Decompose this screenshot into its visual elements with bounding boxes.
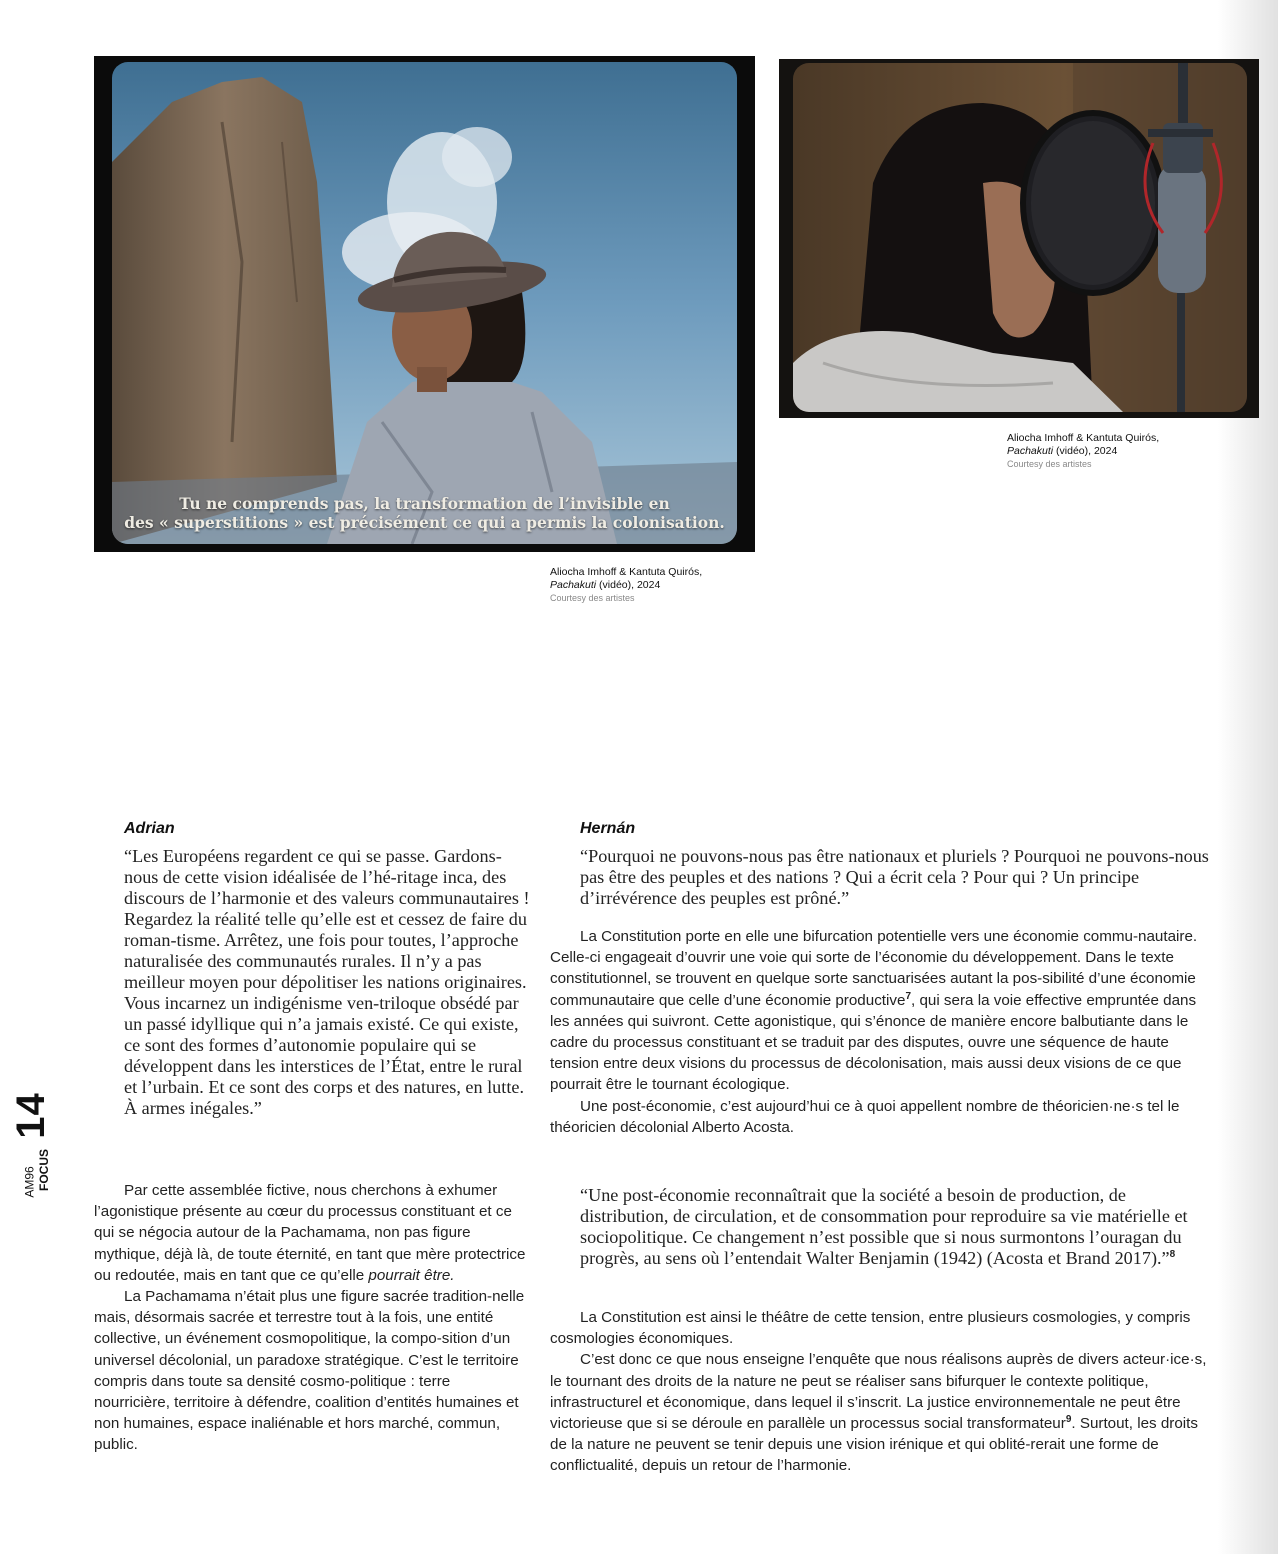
caption-work-title: Pachakuti <box>550 579 597 591</box>
quote-text: “Pourquoi ne pouvons-nous pas être nationaux et pluriels ? Pourquoi ne pouvons-nous pas être des peuples et des nations ? Qui a écrit cela ? Pour qui ? Un principe d’irrévérence des peuples est prôné.” <box>580 846 1209 908</box>
scene-illustration <box>112 62 737 544</box>
film-still-woman-microphone <box>779 59 1259 418</box>
footnote-marker: 7 <box>905 990 911 1002</box>
paragraph: Une post-économie, c’est aujourd’hui ce à quoi appellent nombre de théoricien·ne·s tel le théoricien décolonial Alberto Acosta. <box>550 1097 1180 1136</box>
paragraph: La Pachamama n’était plus une figure sacrée tradition-nelle mais, désormais sacrée et terrestre tout à la fois, une entité collective, un événement cosmopolitique, la compo-sition d’un universel décolonial, un paradoxe stratégique. C’est le territoire compris dans toute sa densité cosmo-politique : terre nourricière, territoire à défendre, coalition d’entités humaines et non humaines, espace inaliénable et hors marché, commun, public. <box>94 1288 525 1454</box>
caption-medium-year: (vidéo), 2024 <box>1053 445 1118 457</box>
caption-credit: Courtesy des artistes <box>550 593 635 603</box>
paragraph-text: . Surtout, les droits de la nature ne peuvent se tenir depuis une vision irénique et qui oblité-rerait une forme de conflictualité, depuis un retour de l’harmonie. <box>550 1415 1198 1475</box>
image-caption-right <box>1007 432 1159 471</box>
caption-credit: Courtesy des artistes <box>1007 459 1092 469</box>
section-name: FOCUS <box>37 1149 51 1191</box>
scene-illustration <box>793 63 1247 412</box>
magazine-issue: AM96 <box>22 1166 37 1198</box>
speaker-name-hernan: Hernán <box>580 820 636 837</box>
paragraph-emphasis: pourrait être. <box>368 1266 455 1284</box>
film-still-woman-hat <box>94 56 755 552</box>
footnote-marker: 8 <box>1169 1248 1176 1260</box>
paragraph-text: Par cette assemblée fictive, nous cherchons à exhumer l’agonistique présente au cœur du processus constituant et ce qui se négocia autour de la Pachamama, non pas figure mythique, déjà là, de toute éternité, en tant que mère protectrice ou redoutée, mais en tant que ce qu’elle <box>94 1182 526 1284</box>
page-folio <box>8 1075 70 1198</box>
quote-text: “Une post-économie reconnaîtrait que la société a besoin de production, de distribution, de circulation, et de consommation pour reproduire sa vie matérielle et sociopolitique. Ce changement n’est possible que si nous surmontons l’ouragan du progrès, au sens où l’entendait Walter Benjamin (1942) (Acosta et Brand 2017).” <box>580 1185 1188 1268</box>
quote-adrian <box>124 846 534 1119</box>
caption-artists: Aliocha Imhoff & Kantuta Quirós, <box>1007 432 1160 444</box>
paragraph <box>94 1180 530 1286</box>
paragraph-text: La Constitution porte en elle une bifurcation potentielle vers une économie commu-nautaire. Celle-ci engageait d’ouvrir une voie qui sorte de l’économie du développement. Dans le texte constitutionnel, se trouvent en quelque sorte sanctuarisées autant la pos-sibilité d’une économie communautaire que celle d’une économie productive <box>550 928 1198 1009</box>
quote-hernan <box>580 846 1212 909</box>
left-body-text <box>94 1180 530 1456</box>
film-frame <box>112 62 737 544</box>
subtitle-line-2: des « superstitions » est précisément ce qui a permis la colonisation. <box>124 513 725 532</box>
quote-text: “Les Européens regardent ce qui se passe. Gardons-nous de cette vision idéalisée de l’hé-ritage inca, des discours de l’harmonie et des valeurs communautaires ! Regardez la réalité telle qu’elle est et cessez de faire du roman-tisme. Arrêtez, une fois pour toutes, l’approche naturalisée des communautés rurales. Il n’y a pas meilleur moyen pour dépolitiser les nations originaires. Vous incarnez un indigénisme ven-triloque obsédé par un passé idyllique qui n’a jamais existé. Ce qui existe, ce sont des formes d’autonomie populaire qui se développent dans les interstices de l’État, entre le rural et l’urbain. Et ce sont des corps et des natures, en lutte. À armes inégales.” <box>124 846 530 1118</box>
quote-acosta <box>580 1185 1212 1269</box>
subtitle-line-1: Tu ne comprends pas, la transformation de l’invisible en <box>179 494 670 513</box>
right-body-text-1 <box>550 926 1216 1138</box>
caption-medium-year: (vidéo), 2024 <box>596 579 661 591</box>
footnote-marker: 9 <box>1065 1413 1072 1425</box>
image-caption-left <box>550 566 702 605</box>
paragraph <box>550 1349 1216 1476</box>
caption-work-title: Pachakuti <box>1007 445 1054 457</box>
speaker-name-adrian: Adrian <box>124 820 175 837</box>
paragraph <box>550 926 1216 1096</box>
paragraph-text: C’est donc ce que nous enseigne l’enquête que nous réalisons auprès de divers acteur·ice·s, le tournant des droits de la nature ne peut se réaliser sans bifurquer le contexte politique, infrastructurel et économique, dans lequel il s’inscrit. La justice environnementale ne peut être victorieuse que si se déroule en parallèle un processus social transformateur <box>550 1351 1207 1433</box>
paragraph-text: , qui sera la voie effective empruntée dans les années qui suivront. Cette agonistique, qui s’énonce de manière encore balbutiante dans le cadre du processus constituant et se traduit par des disputes, ouvre une séquence de haute tension entre deux visions du processus de décolonisation, mais aussi deux visions de ce que pourrait être le tournant écologique. <box>550 991 1197 1094</box>
page-number: 14 <box>8 1092 53 1139</box>
film-frame <box>793 63 1247 412</box>
video-subtitle <box>112 494 737 532</box>
caption-artists: Aliocha Imhoff & Kantuta Quirós, <box>550 566 703 578</box>
paragraph: La Constitution est ainsi le théâtre de cette tension, entre plusieurs cosmologies, y compris cosmologies économiques. <box>550 1309 1191 1348</box>
right-body-text-2 <box>550 1307 1216 1477</box>
